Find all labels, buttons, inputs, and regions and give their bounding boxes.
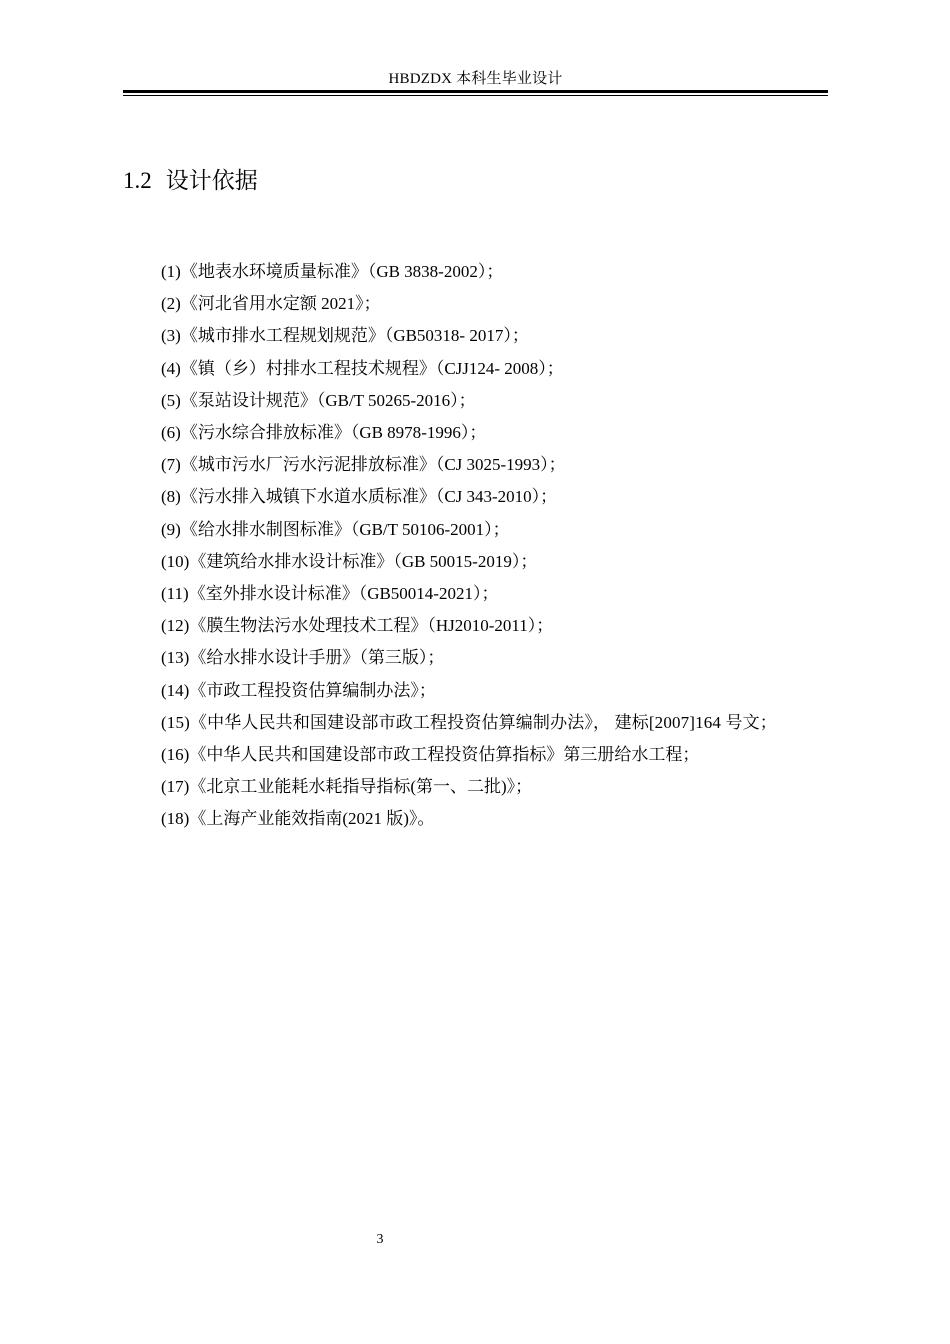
reference-item: (11)《室外排水设计标准》（GB50014-2021）； — [161, 584, 499, 604]
reference-item: (14)《市政工程投资估算编制办法》； — [161, 680, 436, 700]
header-rule-thin — [123, 95, 828, 96]
reference-item: (1)《地表水环境质量标准》（GB 3838-2002）； — [161, 262, 504, 281]
reference-item: (8)《污水排入城镇下水道水质标准》（CJ 343-2010）； — [161, 487, 558, 507]
reference-item: (12)《膜生物法污水处理技术工程》（HJ2010-2011）； — [161, 616, 554, 636]
reference-item: (5)《泵站设计规范》（GB/T 50265-2016）； — [161, 390, 476, 410]
reference-item: (7)《城市污水厂污水污泥排放标准》（CJ 3025-1993）； — [161, 455, 566, 475]
reference-item: (10)《建筑给水排水设计标准》（GB 50015-2019）； — [161, 551, 538, 571]
section-number: 1.2 — [123, 168, 152, 193]
page-number: 3 — [376, 1232, 384, 1247]
reference-item: (15)《中华人民共和国建设部市政工程投资估算编制办法》， 建标[2007]164 号文； — [161, 712, 777, 732]
reference-item: (17)《北京工业能耗水耗指导指标(第一、二批)》； — [161, 777, 533, 797]
running-header: HBDZDX 本科生毕业设计 — [388, 71, 563, 87]
section-title: 设计依据 — [165, 168, 258, 194]
reference-item: (3)《城市排水工程规划规范》（GB50318- 2017）； — [161, 326, 529, 346]
reference-item: (9)《给水排水制图标准》（GB/T 50106-2001）； — [161, 519, 510, 539]
reference-item: (2)《河北省用水定额 2021》； — [161, 294, 381, 314]
reference-item: (16)《中华人民共和国建设部市政工程投资估算指标》第三册给水工程； — [161, 745, 700, 765]
reference-item: (13)《给水排水设计手册》（第三版）； — [161, 648, 445, 668]
reference-item: (6)《污水综合排放标准》（GB 8978-1996）； — [161, 423, 487, 443]
section-heading — [123, 166, 258, 196]
header-rule-thick — [123, 90, 828, 93]
reference-list — [123, 256, 828, 836]
reference-item: (4)《镇（乡）村排水工程技术规程》（CJJ124- 2008）； — [161, 358, 564, 378]
reference-item: (18)《上海产业能效指南(2021 版)》。 — [161, 809, 435, 829]
